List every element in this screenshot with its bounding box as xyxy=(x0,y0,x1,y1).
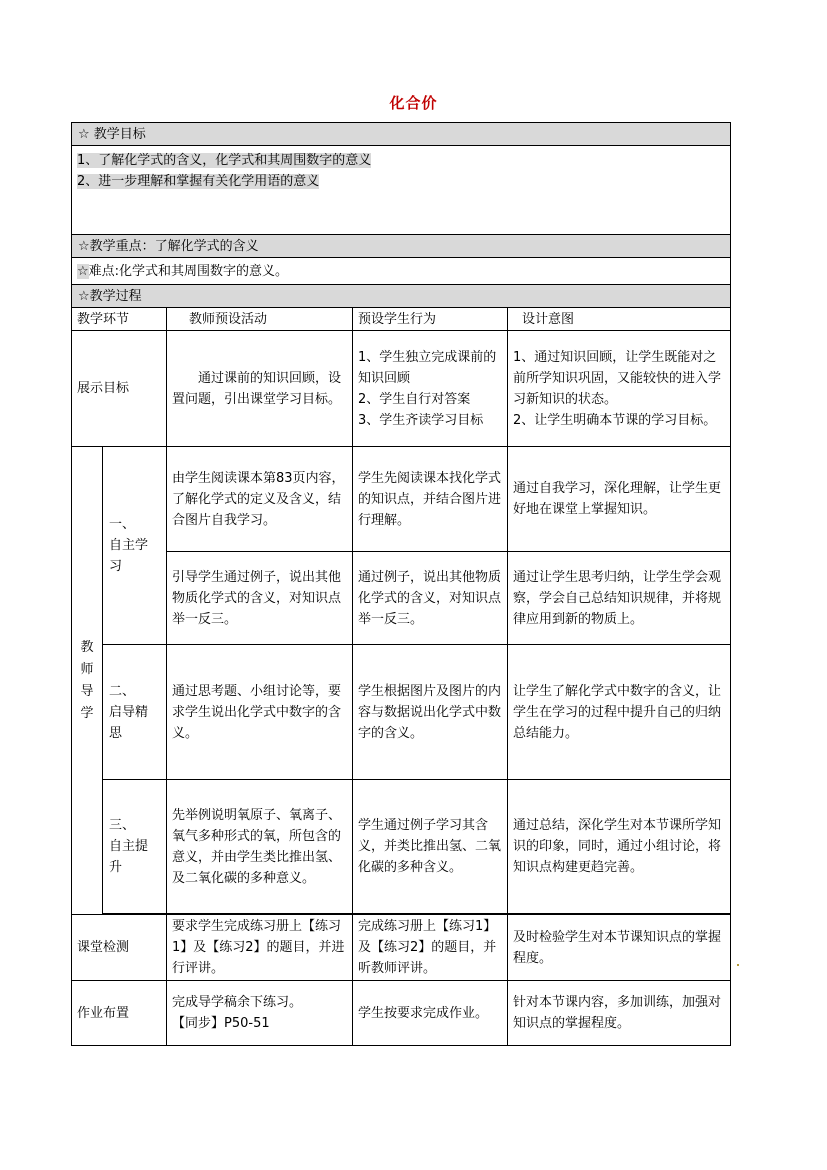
stage-cell: 一、 自主学 习 xyxy=(103,447,167,645)
intent-cell: 及时检验学生对本节课知识点的掌握程度。 xyxy=(508,915,731,981)
student-cell: 学生通过例子学习其含义，并类比推出氢、二氧化碳的多种含义。 xyxy=(353,780,508,914)
intent-cell: 通过自我学习，深化理解，让学生更好地在课堂上掌握知识。 xyxy=(508,447,731,552)
teacher-cell: 通过课前的知识回顾，设置问题，引出课堂学习目标。 xyxy=(167,331,353,447)
col-header-student: 预设学生行为 xyxy=(353,308,508,331)
student-cell: 1、学生独立完成课前的知识回顾 2、学生自行对答案 3、学生齐读学习目标 xyxy=(353,331,508,447)
goal-item: 2、进一步理解和掌握有关化学用语的意义 xyxy=(77,174,320,189)
goals-header: ☆ 教学目标 xyxy=(72,123,731,146)
stage-cell: 课堂检测 xyxy=(72,915,167,981)
col-header-teacher: 教师预设活动 xyxy=(167,308,353,331)
table-row xyxy=(72,447,731,552)
difficulty-text: 难点:化学式和其周围数字的意义。 xyxy=(88,263,289,279)
student-cell: 通过例子，说出其他物质化学式的含义，对知识点举一反三。 xyxy=(353,552,508,645)
col-header-stage: 教学环节 xyxy=(72,308,167,331)
page-title: 化合价 xyxy=(389,94,438,112)
stage-cell: 展示目标 xyxy=(72,331,167,447)
student-cell: 学生根据图片及图片的内容与数据说出化学式中数字的含义。 xyxy=(353,645,508,780)
teacher-cell: 由学生阅读课本第83页内容，了解化学式的定义及含义，结合图片自我学习。 xyxy=(167,447,353,552)
intent-cell: 让学生了解化学式中数字的含义，让学生在学习的过程中提升自己的归纳总结能力。 xyxy=(508,645,731,780)
process-header: ☆教学过程 xyxy=(72,285,731,308)
goals-list xyxy=(72,146,731,235)
table-row xyxy=(72,552,731,645)
table-row xyxy=(72,915,731,981)
student-cell: 学生先阅读课本找化学式的知识点，并结合图片进行理解。 xyxy=(353,447,508,552)
difficulty xyxy=(72,258,731,285)
stray-mark xyxy=(737,964,739,966)
teacher-cell: 引导学生通过例子，说出其他物质化学式的含义，对知识点举一反三。 xyxy=(167,552,353,645)
intent-cell: 针对本节课内容，多加训练，加强对知识点的掌握程度。 xyxy=(508,981,731,1046)
intent-cell: 通过总结，深化学生对本节课所学知识的印象，同时，通过小组讨论，将知识点构建更趋完善。 xyxy=(508,780,731,914)
teacher-cell: 通过思考题、小组讨论等，要求学生说出化学式中数字的含义。 xyxy=(167,645,353,780)
lesson-plan-table xyxy=(71,122,731,1046)
stage-cell: 三、 自主提 升 xyxy=(103,780,167,914)
intent-cell: 1、通过知识回顾，让学生既能对之前所学知识巩固，又能较快的进入学习新知识的状态。 2、让学生明确本节课的学习目标。 xyxy=(508,331,731,447)
teacher-cell: 先举例说明氧原子、氧离子、氧气多种形式的氧，所包含的意义，并由学生类比推出氢、及二氧化碳的多种意义。 xyxy=(167,780,353,914)
teacher-cell: 要求学生完成练习册上【练习1】及【练习2】的题目，并进行评讲。 xyxy=(167,915,353,981)
stage-cell: 二、 启导精 思 xyxy=(103,645,167,780)
table-row xyxy=(72,780,731,914)
student-cell: 学生按要求完成作业。 xyxy=(353,981,508,1046)
teacher-cell: 完成导学稿余下练习。 【同步】P50-51 xyxy=(167,981,353,1046)
intent-cell: 通过让学生思考归纳，让学生学会观察，学会自己总结知识规律，并将规律应用到新的物质上。 xyxy=(508,552,731,645)
goal-item: 1、了解化学式的含义，化学式和其周围数字的意义 xyxy=(77,153,372,168)
table-row xyxy=(72,331,731,447)
col-header-intent: 设计意图 xyxy=(508,308,731,331)
student-cell: 完成练习册上【练习1】及【练习2】的题目，并听教师评讲。 xyxy=(353,915,508,981)
guide-label: 教 师 导 学 xyxy=(72,447,103,915)
star-icon: ☆ xyxy=(77,263,89,279)
stage-cell: 作业布置 xyxy=(72,981,167,1046)
key-point: ☆教学重点：了解化学式的含义 xyxy=(72,235,731,258)
table-row xyxy=(72,645,731,780)
table-row xyxy=(72,981,731,1046)
